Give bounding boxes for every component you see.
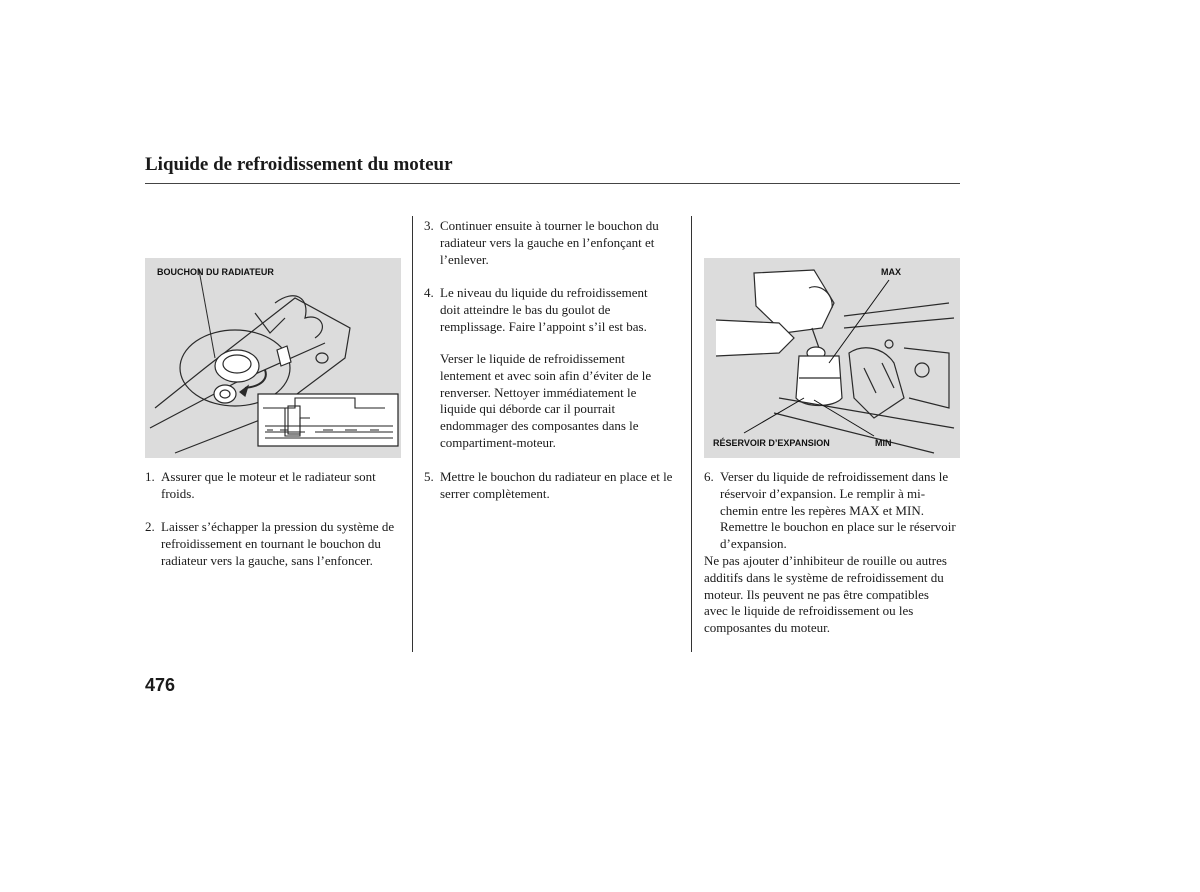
step-number: 2. bbox=[145, 519, 155, 534]
step-text: Continuer ensuite à tourner le bouchon du radiateur vers la gauche en l’enfonçant et l’enlever. bbox=[440, 218, 659, 267]
step-text: Verser du liquide de refroidissement dans le réservoir d’expansion. Le remplir à mi-chemin entre les repères MAX et MIN. Remettre le bouchon en place sur le réservoir d’expansion. bbox=[720, 469, 956, 552]
step-number: 4. bbox=[424, 285, 434, 300]
step-number: 1. bbox=[145, 469, 155, 484]
radiator-cap-drawing bbox=[145, 258, 401, 458]
final-note: Ne pas ajouter d’inhibiteur de rouille ou autres additifs dans le système de refroidissement du moteur. Ils peuvent ne pas être compatibles avec le liquide de refroidissement ou les composantes du moteur. bbox=[704, 553, 947, 636]
column-divider-right bbox=[691, 216, 692, 652]
step-text: Le niveau du liquide du refroidissement doit atteindre le bas du goulot de remplissage. Faire l’appoint s’il est bas. bbox=[440, 285, 648, 334]
step-text: Laisser s’échapper la pression du système de refroidissement en tournant le bouchon du radiateur vers la gauche, sans l’enfoncer. bbox=[161, 519, 395, 568]
expansion-reservoir-drawing bbox=[704, 258, 960, 458]
column-divider-left bbox=[412, 216, 413, 652]
title-rule bbox=[145, 183, 960, 184]
step-number: 6. bbox=[704, 469, 714, 484]
expansion-reservoir-illustration bbox=[704, 258, 960, 458]
radiator-cap-illustration bbox=[145, 258, 401, 458]
min-mark-label: MIN bbox=[875, 438, 892, 448]
step-number: 3. bbox=[424, 218, 434, 233]
radiator-cap-label: BOUCHON DU RADIATEUR bbox=[157, 267, 274, 277]
page-number: 476 bbox=[145, 675, 176, 695]
step-number: 5. bbox=[424, 469, 434, 484]
step-text: Mettre le bouchon du radiateur en place et le serrer complètement. bbox=[440, 469, 673, 501]
step-text: Assurer que le moteur et le radiateur sont froids. bbox=[161, 469, 376, 501]
step-4-note: Verser le liquide de refroidissement lentement et avec soin afin d’éviter de le renverser. Nettoyer immédiatement le liquide qui déborde car il pourrait endommager des composantes dans le compartiment-moteur. bbox=[440, 351, 652, 450]
max-mark-label: MAX bbox=[881, 267, 901, 277]
expansion-reservoir-label: RÉSERVOIR D’EXPANSION bbox=[713, 438, 830, 448]
section-title: Liquide de refroidissement du moteur bbox=[145, 154, 453, 175]
